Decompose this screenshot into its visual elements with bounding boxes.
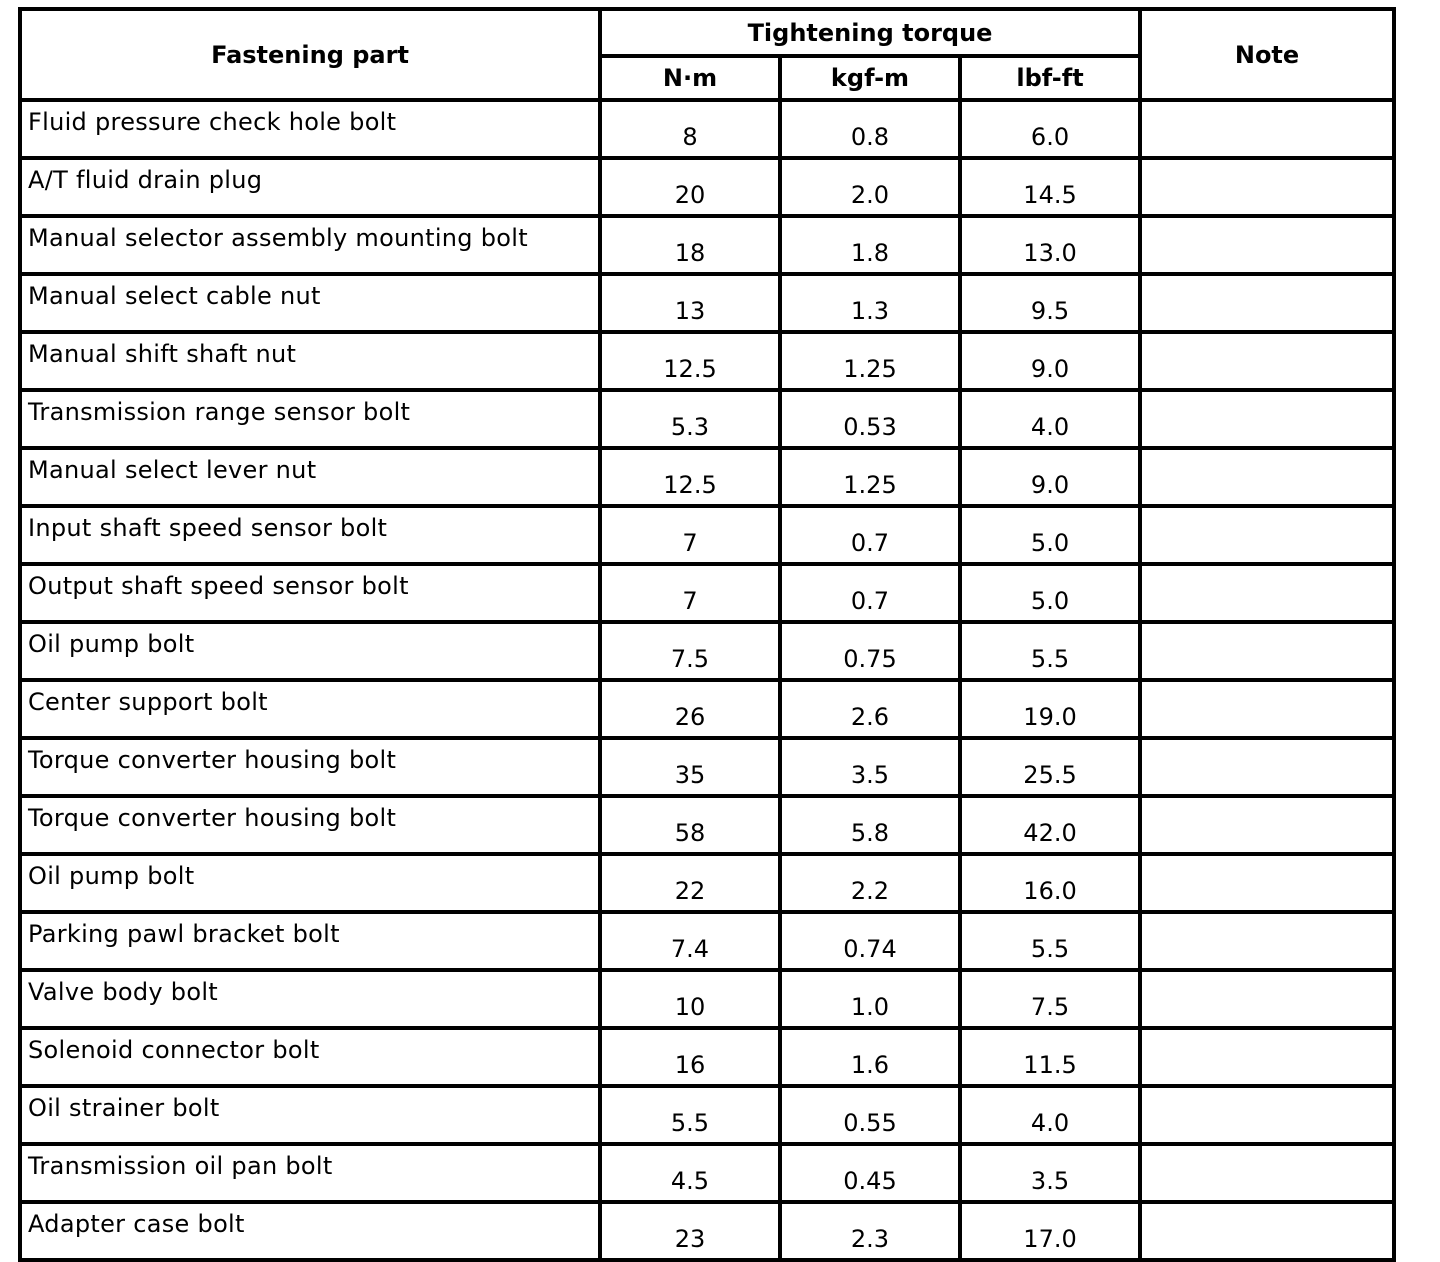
cell-fastening-part: Valve body bolt	[20, 970, 600, 1028]
cell-torque-lbfft: 17.0	[960, 1202, 1140, 1260]
cell-torque-nm: 10	[600, 970, 780, 1028]
cell-torque-lbfft: 3.5	[960, 1144, 1140, 1202]
cell-torque-lbfft: 7.5	[960, 970, 1140, 1028]
cell-note	[1140, 912, 1394, 970]
table-row	[20, 854, 1394, 912]
cell-note	[1140, 506, 1394, 564]
table-row	[20, 1086, 1394, 1144]
cell-fastening-part: Parking pawl bracket bolt	[20, 912, 600, 970]
header-unit-kgfm: kgf-m	[780, 56, 960, 100]
header-unit-nm: N·m	[600, 56, 780, 100]
cell-note	[1140, 680, 1394, 738]
header-fastening-part: Fastening part	[20, 9, 600, 100]
cell-note	[1140, 738, 1394, 796]
cell-torque-nm: 58	[600, 796, 780, 854]
cell-fastening-part: Oil pump bolt	[20, 622, 600, 680]
cell-torque-nm: 7.4	[600, 912, 780, 970]
cell-torque-lbfft: 5.5	[960, 622, 1140, 680]
cell-torque-nm: 4.5	[600, 1144, 780, 1202]
cell-torque-kgfm: 2.3	[780, 1202, 960, 1260]
cell-torque-lbfft: 19.0	[960, 680, 1140, 738]
cell-torque-nm: 20	[600, 158, 780, 216]
cell-torque-nm: 12.5	[600, 332, 780, 390]
cell-torque-nm: 23	[600, 1202, 780, 1260]
table-row	[20, 506, 1394, 564]
table-row	[20, 796, 1394, 854]
table-row	[20, 622, 1394, 680]
cell-torque-lbfft: 5.5	[960, 912, 1140, 970]
cell-torque-nm: 13	[600, 274, 780, 332]
cell-note	[1140, 564, 1394, 622]
cell-torque-lbfft: 4.0	[960, 1086, 1140, 1144]
cell-note	[1140, 332, 1394, 390]
cell-fastening-part: Fluid pressure check hole bolt	[20, 100, 600, 158]
cell-torque-kgfm: 0.7	[780, 506, 960, 564]
cell-fastening-part: Transmission oil pan bolt	[20, 1144, 600, 1202]
cell-torque-lbfft: 9.0	[960, 332, 1140, 390]
cell-fastening-part: Transmission range sensor bolt	[20, 390, 600, 448]
cell-fastening-part: A/T fluid drain plug	[20, 158, 600, 216]
cell-torque-nm: 8	[600, 100, 780, 158]
header-row-top	[20, 9, 1394, 56]
table-row	[20, 912, 1394, 970]
cell-note	[1140, 158, 1394, 216]
cell-note	[1140, 854, 1394, 912]
table-row	[20, 100, 1394, 158]
cell-note	[1140, 970, 1394, 1028]
cell-torque-nm: 7	[600, 564, 780, 622]
table-row	[20, 332, 1394, 390]
cell-note	[1140, 622, 1394, 680]
cell-torque-nm: 12.5	[600, 448, 780, 506]
cell-torque-nm: 22	[600, 854, 780, 912]
cell-torque-nm: 26	[600, 680, 780, 738]
cell-torque-kgfm: 1.6	[780, 1028, 960, 1086]
cell-fastening-part: Input shaft speed sensor bolt	[20, 506, 600, 564]
cell-note	[1140, 1144, 1394, 1202]
table-row	[20, 564, 1394, 622]
cell-torque-lbfft: 25.5	[960, 738, 1140, 796]
cell-note	[1140, 100, 1394, 158]
cell-torque-kgfm: 0.7	[780, 564, 960, 622]
cell-torque-kgfm: 0.8	[780, 100, 960, 158]
cell-torque-lbfft: 13.0	[960, 216, 1140, 274]
cell-fastening-part: Adapter case bolt	[20, 1202, 600, 1260]
cell-torque-lbfft: 9.5	[960, 274, 1140, 332]
cell-torque-lbfft: 5.0	[960, 564, 1140, 622]
torque-specification-table	[18, 7, 1396, 1262]
cell-torque-nm: 7.5	[600, 622, 780, 680]
cell-torque-lbfft: 14.5	[960, 158, 1140, 216]
cell-note	[1140, 1202, 1394, 1260]
header-note: Note	[1140, 9, 1394, 100]
cell-fastening-part: Torque converter housing bolt	[20, 738, 600, 796]
table-row	[20, 158, 1394, 216]
table-body	[20, 100, 1394, 1260]
cell-torque-kgfm: 2.0	[780, 158, 960, 216]
table-row	[20, 448, 1394, 506]
cell-torque-lbfft: 4.0	[960, 390, 1140, 448]
cell-fastening-part: Torque converter housing bolt	[20, 796, 600, 854]
cell-torque-nm: 7	[600, 506, 780, 564]
cell-note	[1140, 448, 1394, 506]
cell-torque-kgfm: 0.75	[780, 622, 960, 680]
table-row	[20, 680, 1394, 738]
cell-torque-kgfm: 2.6	[780, 680, 960, 738]
cell-torque-lbfft: 42.0	[960, 796, 1140, 854]
cell-fastening-part: Solenoid connector bolt	[20, 1028, 600, 1086]
cell-torque-kgfm: 1.0	[780, 970, 960, 1028]
cell-note	[1140, 1028, 1394, 1086]
cell-note	[1140, 796, 1394, 854]
cell-note	[1140, 216, 1394, 274]
cell-torque-nm: 16	[600, 1028, 780, 1086]
cell-torque-kgfm: 1.25	[780, 448, 960, 506]
table-row	[20, 738, 1394, 796]
cell-torque-lbfft: 11.5	[960, 1028, 1140, 1086]
cell-torque-kgfm: 0.55	[780, 1086, 960, 1144]
cell-fastening-part: Output shaft speed sensor bolt	[20, 564, 600, 622]
cell-torque-kgfm: 2.2	[780, 854, 960, 912]
cell-torque-kgfm: 0.45	[780, 1144, 960, 1202]
cell-torque-kgfm: 1.3	[780, 274, 960, 332]
cell-fastening-part: Manual shift shaft nut	[20, 332, 600, 390]
table-row	[20, 390, 1394, 448]
cell-torque-kgfm: 0.53	[780, 390, 960, 448]
cell-fastening-part: Oil strainer bolt	[20, 1086, 600, 1144]
cell-torque-kgfm: 0.74	[780, 912, 960, 970]
cell-torque-nm: 5.5	[600, 1086, 780, 1144]
cell-fastening-part: Oil pump bolt	[20, 854, 600, 912]
cell-torque-lbfft: 16.0	[960, 854, 1140, 912]
cell-note	[1140, 390, 1394, 448]
cell-torque-nm: 35	[600, 738, 780, 796]
cell-torque-lbfft: 6.0	[960, 100, 1140, 158]
cell-torque-kgfm: 1.8	[780, 216, 960, 274]
table-row	[20, 970, 1394, 1028]
cell-fastening-part: Center support bolt	[20, 680, 600, 738]
header-tightening-torque: Tightening torque	[600, 9, 1140, 56]
cell-torque-nm: 18	[600, 216, 780, 274]
cell-fastening-part: Manual selector assembly mounting bolt	[20, 216, 600, 274]
table-row	[20, 274, 1394, 332]
cell-fastening-part: Manual select cable nut	[20, 274, 600, 332]
cell-torque-lbfft: 9.0	[960, 448, 1140, 506]
header-unit-lbfft: lbf-ft	[960, 56, 1140, 100]
cell-torque-lbfft: 5.0	[960, 506, 1140, 564]
cell-note	[1140, 1086, 1394, 1144]
cell-fastening-part: Manual select lever nut	[20, 448, 600, 506]
table-row	[20, 1202, 1394, 1260]
cell-torque-kgfm: 1.25	[780, 332, 960, 390]
cell-note	[1140, 274, 1394, 332]
cell-torque-kgfm: 3.5	[780, 738, 960, 796]
table-row	[20, 216, 1394, 274]
cell-torque-kgfm: 5.8	[780, 796, 960, 854]
table-row	[20, 1144, 1394, 1202]
cell-torque-nm: 5.3	[600, 390, 780, 448]
table-row	[20, 1028, 1394, 1086]
